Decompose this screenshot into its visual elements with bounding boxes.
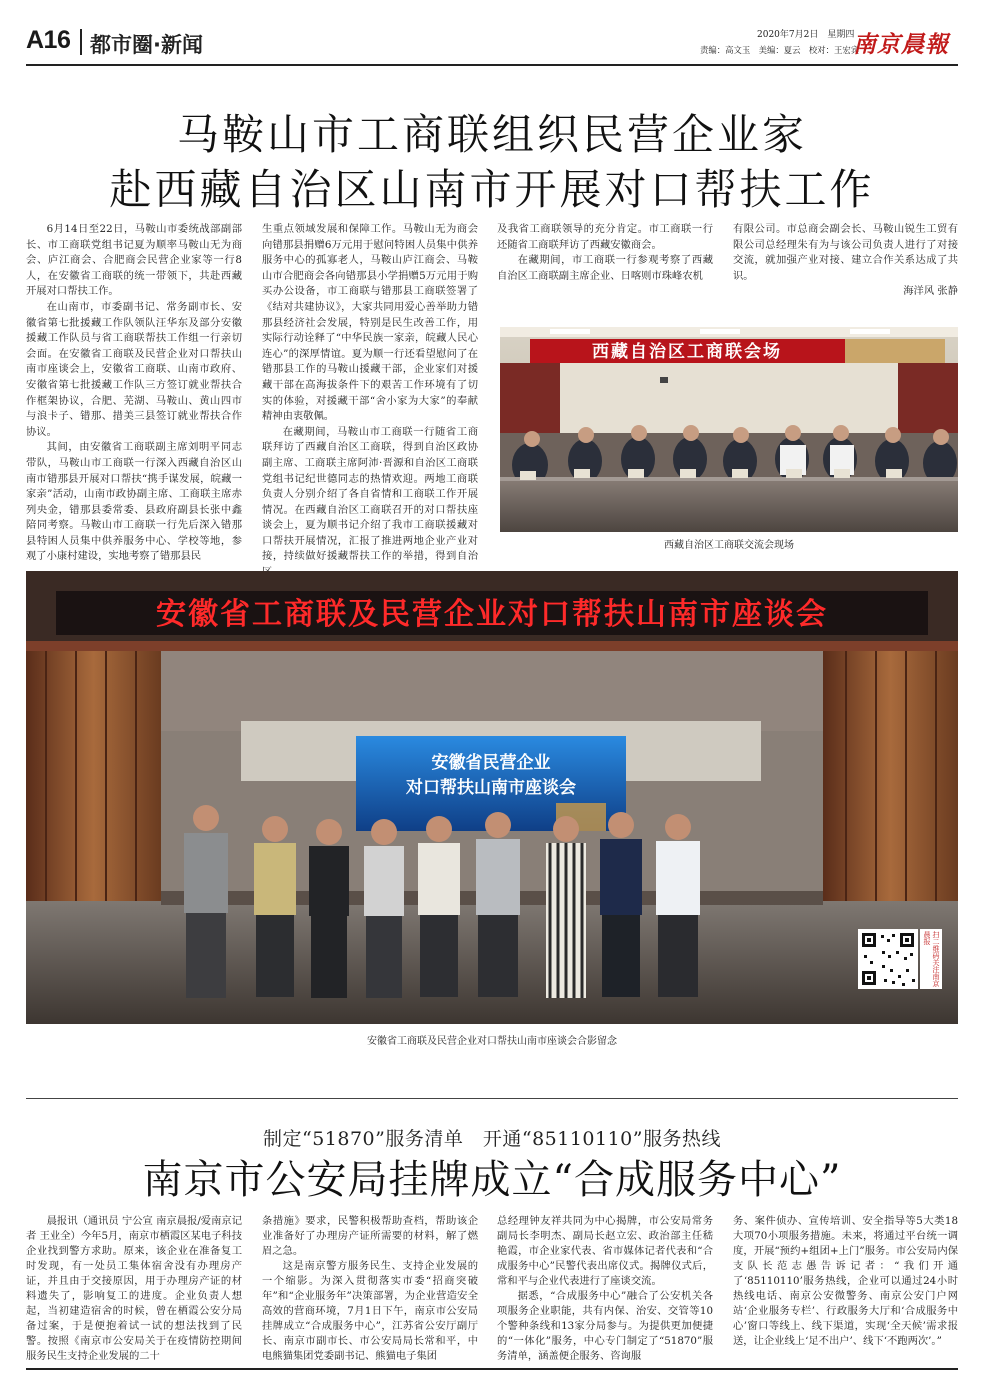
conference-banner-text: 西藏自治区工商联会场 <box>592 342 782 362</box>
article2-column-4 <box>733 1214 958 1366</box>
paragraph: 及我省工商联领导的充分肯定。市工商联一行还随省工商联拜访了西藏安徽商会。 <box>497 223 713 251</box>
newspaper-logo: 南京晨報 <box>853 31 949 58</box>
paragraph: 其间，由安徽省工商联副主席刘明平同志带队，马鞍山市工商联一行深入西藏自治区山南市错那县开展对口帮扶“携手谋发展，皖藏一家亲”活动，山南市政协副主席、工商联主席赤列央金，错那县委常委、县政府副县长张中鑫陪同考察。马鞍山市工商联一行先后深入错那县特困人员集中供养服务中心、学校等地，参观了小康村建设，实地考察了错那县民 <box>26 441 242 563</box>
page-number: A16 <box>26 26 71 54</box>
photo2-caption: 安徽省工商联及民营企业对口帮扶山南市座谈会合影留念 <box>367 1036 617 1047</box>
article2-column-1 <box>26 1214 242 1366</box>
editor-credits: 责编：高文玉 美编：夏云 校对：王宏宾 <box>700 45 860 55</box>
article1-column-2 <box>262 222 478 563</box>
photo1-caption: 西藏自治区工商联交流会现场 <box>664 540 794 551</box>
paragraph: 务、案件侦办、宣传培训、安全指导等5大类18大项70小项服务措施。未来，将通过平台统一调度，开展“预约+组团+上门”服务。市公安局内保支队长范志愚告诉记者：“我们开通了‘85110110’服务热线，企业可以通过24小时热线电话、南京公安微警务、南京公安门户网站‘企业服务专栏’、行政服务大厅和‘合成服务中心’窗口等线上、线下渠道，实现‘全天候’需求报送，让企业线上‘足不出户’、线下‘不跑两次’。” <box>733 1215 958 1347</box>
issue-date: 2020年7月2日 星期四 <box>757 30 855 40</box>
paragraph: 有限公司。市总商会副会长、马鞍山锐生工贸有限公司总经理朱有为与该公司负责人进行了对接交流，就加强产业对接、建立合作关系达成了共识。 <box>733 223 958 282</box>
paragraph: 晨报讯（通讯员 宁公宣 南京晨报/爱南京记者 王业全）今年5月，南京市栖霞区某电子科技企业找到警方求助。原来，该企业在准备复工时发现，有一处员工集体宿舍没有办理房产证，并且由于交接原因，用于办理房产证的材料遗失了，影响复工的进度。企业负责人想起，当初建造宿舍的时候，曾在栖霞公安分局备过案，于是便抱着试一试的想法找到了民警。按照《南京市公安局关于在疫情防控期间服务民生支持企业发展的二十 <box>26 1215 242 1362</box>
paragraph: 总经理钟友祥共同为中心揭牌，市公安局常务副局长李明杰、副局长赵立宏、政治部主任嵇艳霞，市企业家代表、省市媒体记者代表和“合成服务中心”民警代表出席仪式。揭牌仪式后，常和平与企业代表进行了座谈交流。 <box>497 1215 713 1287</box>
paragraph: 在藏期间，市工商联一行参观考察了西藏自治区工商联副主席企业、日喀则市珠峰农机 <box>497 254 713 282</box>
byline: 海洋风 张静 <box>903 285 958 298</box>
conference-room-photo <box>500 327 958 532</box>
article1-column-1 <box>26 222 242 563</box>
paragraph: 生重点领域发展和保障工作。马鞍山无为商会向错那县捐赠6万元用于慰问特困人员集中供养服务中心的孤寡老人，马鞍山庐江商会、马鞍山市合肥商会各向错那县小学捐赠5万元用于购买办公设备，市工商联与错那县工商联签署了《结对共建协议》，大家共同用爱心善举助力错那县经济社会发展，特别是民生改善工作，用实际行动诠释了“中华民族一家亲，皖藏人民心连心”的深厚情谊。夏为顺一行还看望慰问了在错那县工作的马鞍山援藏干部，企业家们对援藏干部在高海拔条件下的艰苦工作环境有了切实的体验，对援藏干部“舍小家为大家”的奉献精神由衷敬佩。 <box>262 223 478 423</box>
article-divider <box>26 1098 958 1099</box>
header-rule <box>26 64 958 66</box>
screen-title-line-2: 对口帮扶山南市座谈会 <box>406 778 576 798</box>
paragraph: 据悉，“合成服务中心”融合了公安机关各项服务企业职能，共有内保、治安、交管等10个警种条线和13家分局参与。为提供更加便捷的“一体化”服务，中心专门制定了“51870”服务清单，涵盖便企服务、咨询服 <box>497 1290 713 1362</box>
group-photo <box>26 571 958 1024</box>
headline-line-2: 赴西藏自治区山南市开展对口帮扶工作 <box>109 165 875 214</box>
article1-column-3 <box>497 222 713 318</box>
qr-code <box>858 929 942 989</box>
paragraph: 在山南市，市委副书记、常务副市长、安徽省第七批援藏工作队领队汪华东及部分安徽援藏工作队员与省工商联帮扶工作组一行亲切会面。在安徽省工商联及民营企业对口帮扶山南市座谈会上，安徽省工商联、山南市政府、安徽省第七批援藏工作队三方签订就业帮扶合作框架协议，合肥、芜湖、马鞍山、黄山四市与浪卡子、错那、措美三县签订就业帮扶合作协议。 <box>26 300 242 438</box>
article2-column-3 <box>497 1214 713 1366</box>
footer-rule <box>26 1368 958 1370</box>
qr-label: 扫二维码关注南京晨报 <box>923 931 940 987</box>
paragraph: 6月14日至22日，马鞍山市委统战部副部长、市工商联党组书记夏为顺率马鞍山无为商会、庐江商会、合肥商会民营企业家等一行8人，在安徽省工商联的统一带领下，共赴西藏开展对口帮扶工作。 <box>26 223 242 298</box>
article2-headline: 南京市公安局挂牌成立“合成服务中心” <box>142 1157 842 1203</box>
article1-column-4 <box>733 222 958 318</box>
article2-subheadline: 制定“51870”服务清单 开通“85110110”服务热线 <box>262 1128 721 1150</box>
paragraph: 这是南京警方服务民生、支持企业发展的一个缩影。为深入贯彻落实市委“招商突破年”和“企业服务年”决策部署，为企业营造安全高效的营商环境，7月1日下午，南京市公安局挂牌成立“合成服务中心”，江苏省公安厅副厅长、南京市副市长、市公安局局长常和平，中电熊猫集团党委副书记、熊猫电子集团 <box>262 1260 478 1362</box>
screen-title-line-1: 安徽省民营企业 <box>431 753 551 773</box>
led-banner-text: 安徽省工商联及民营企业对口帮扶山南市座谈会 <box>156 597 828 632</box>
header-separator <box>80 29 82 55</box>
paragraph: 在藏期间，马鞍山市工商联一行随省工商联拜访了西藏自治区工商联，得到自治区政协副主席、工商联主席阿沛·晋源和自治区工商联党组书记纪世德同志的热情欢迎。两地工商联负责人分别介绍了各自省情和工商联工作开展情况。在西藏自治区工商联召开的对口帮扶座谈会上，夏为顺书记介绍了我市工商联援藏对口帮扶开展情况，汇报了推进两地企业产业对接，持续做好援藏帮扶工作的举措，得到自治 <box>262 425 478 563</box>
section-title: 都市圈·新闻 <box>90 33 203 57</box>
article2-column-2 <box>262 1214 478 1366</box>
headline-line-1: 马鞍山市工商联组织民营企业家 <box>176 110 807 159</box>
paragraph: 条措施》要求，民警积极帮助查档，帮助该企业准备好了办理房产证所需要的材料，解了燃眉之急。 <box>262 1215 478 1257</box>
